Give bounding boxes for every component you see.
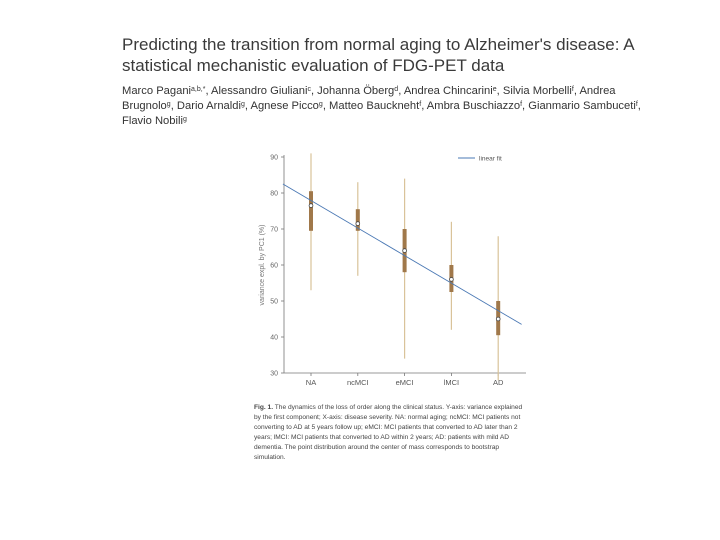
- legend-label: linear fit: [479, 155, 502, 163]
- author-name: Dario Arnaldi: [176, 100, 241, 112]
- x-tick-label: eMCI: [395, 378, 414, 387]
- y-tick-label: 70: [270, 226, 278, 234]
- center-point: [403, 249, 407, 253]
- author-name: Alessandro Giuliani: [211, 85, 308, 97]
- boxes: [309, 153, 500, 380]
- author: [427, 100, 522, 112]
- author-affiliation: g: [318, 101, 323, 108]
- caption-text: The dynamics of the loss of order along the clinical status. Y-axis: variance explained by the first component; X-axis: disease severity. NA: normal aging; ncMCI: MCI patients not converting to AD at 5 years follow up; eMCI: MCI patients that converted to AD later than 2 years; lMCI: MCI patients that converted to AD within 2 years; AD: patients with mild AD dementia. The point distribution around the center of mass corresponds to bootstrap simulation.: [254, 404, 523, 461]
- author-affiliation: f: [419, 101, 422, 108]
- author: [122, 115, 187, 127]
- author: [251, 100, 323, 112]
- author: [329, 100, 421, 112]
- figure-caption: [254, 403, 526, 462]
- author-list: Marco Pagani$^{a,b,*}$, Alessandro Giuliani$^c$, Johanna Öberg$^d$, Andrea Chincarini$^e$, Silvia Morbelli$^f$, Andrea Brugnolo$^g$, Dario Arnaldi$^g$, Agnese Picco$^g$, Matteo Bauckneht$^f$, Ambra Buschiazzo$^f$, Gianmario Sambuceti$^f$, Flavio Nobili$^g$: [122, 85, 641, 127]
- x-tick-label: NA: [305, 378, 317, 387]
- author: [503, 85, 574, 97]
- author-name: Flavio Nobili: [122, 115, 183, 127]
- author-name: Agnese Picco: [250, 100, 319, 112]
- center-point: [450, 278, 454, 282]
- y-axis-label: variance expl. by PC1 (%): [259, 224, 266, 306]
- author-affiliation: f: [635, 101, 638, 108]
- y-tick-label: 90: [270, 154, 278, 162]
- y-tick-label: 30: [270, 370, 278, 378]
- author-affiliation: f: [571, 86, 574, 93]
- author-affiliation: e: [492, 86, 497, 93]
- author-name: Gianmario Sambuceti: [528, 100, 636, 112]
- author-affiliation: g: [240, 101, 245, 108]
- author-name: Silvia Morbelli: [502, 85, 572, 97]
- author: [317, 85, 398, 97]
- author: [528, 100, 638, 112]
- legend: [458, 156, 502, 163]
- author-affiliation: f: [520, 101, 523, 108]
- x-tick-label: lMCI: [443, 378, 460, 387]
- author-name: Matteo Bauckneht: [329, 100, 420, 112]
- author-name: Andrea Chincarini: [403, 85, 493, 97]
- author-affiliation: g: [166, 101, 171, 108]
- x-tick-label: ncMCI: [346, 378, 369, 387]
- author-name: Johanna Öberg: [317, 85, 395, 97]
- author: [211, 85, 311, 97]
- center-point: [496, 317, 500, 321]
- author: [404, 85, 497, 97]
- center-point: [309, 204, 313, 208]
- author-affiliation: d: [394, 86, 399, 93]
- center-point: [356, 222, 360, 226]
- author: [122, 85, 205, 97]
- x-tick-label: AD: [492, 378, 504, 387]
- box: [309, 191, 313, 231]
- y-tick-label: 80: [270, 190, 278, 198]
- fit-line-group: [283, 184, 522, 324]
- author-affiliation: g: [182, 116, 187, 123]
- caption-label: Fig. 1.: [254, 404, 274, 411]
- y-axis: [259, 155, 284, 378]
- fit-line: [283, 184, 522, 324]
- author-affiliation: a,b,*: [191, 86, 206, 93]
- author-affiliation: c: [307, 86, 311, 93]
- author-name: Ambra Buschiazzo: [426, 100, 521, 112]
- y-tick-label: 50: [270, 298, 278, 306]
- x-axis: [284, 373, 526, 387]
- author: [177, 100, 245, 112]
- figure-chart: [248, 145, 533, 395]
- y-tick-label: 40: [270, 334, 278, 342]
- paper-title: Predicting the transition from normal aging to Alzheimer's disease: A statistical mechanistic evaluation of FDG-PET data: [122, 35, 634, 75]
- y-tick-label: 60: [270, 262, 278, 270]
- author-name: Marco Pagani: [122, 85, 192, 97]
- author-name: Andrea Brugnolo: [122, 85, 616, 112]
